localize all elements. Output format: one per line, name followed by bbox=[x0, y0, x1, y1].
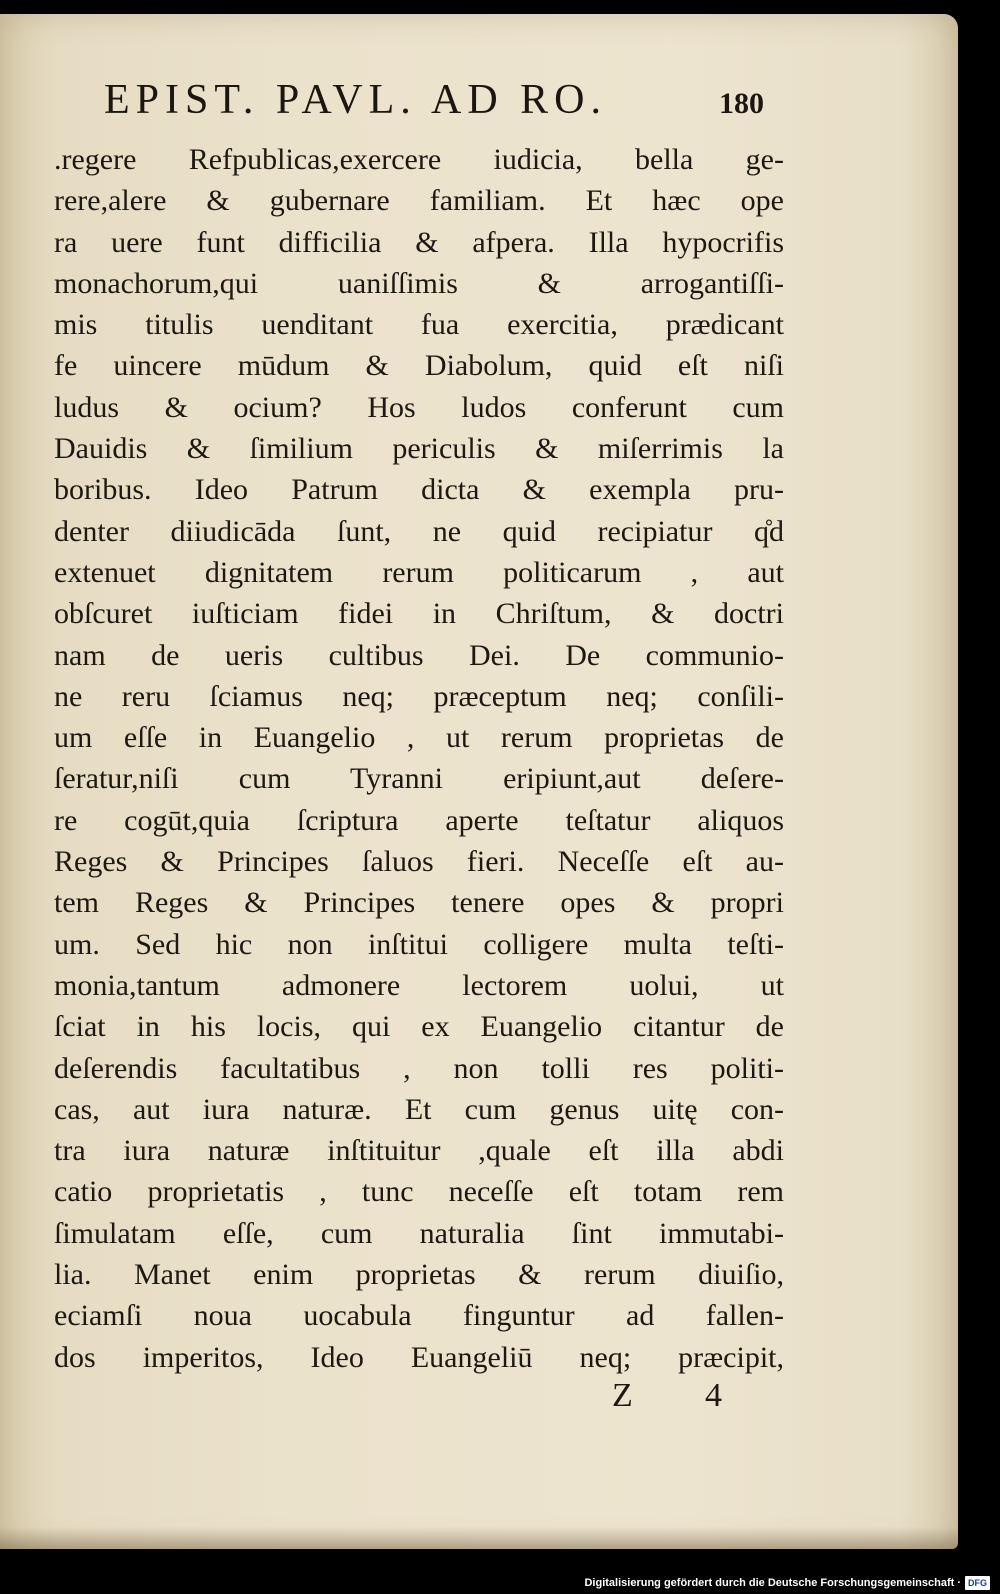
text-line: denter diiudicāda ſunt, ne quid recipiatur q̊d bbox=[54, 514, 784, 548]
text-line: monachorum,qui uaniſſimis & arrogantiſſi- bbox=[54, 266, 784, 300]
text-line: Dauidis & ſimilium periculis & miſerrimis la bbox=[54, 432, 784, 466]
text-line: Reges & Principes ſaluos fieri. Neceſſe eſt au- bbox=[54, 845, 784, 879]
text-line: obſcuret iuſticiam fidei in Chriſtum, & doctri bbox=[54, 597, 784, 631]
text-line: ne reru ſciamus neq; præceptum neq; conſili- bbox=[54, 679, 784, 713]
text-line: tra iura naturæ inſtituitur ,quale eſt illa abdi bbox=[54, 1134, 784, 1168]
signature-letter: Z bbox=[612, 1377, 633, 1414]
text-line: .regere Refpublicas,exercere iudicia, bella ge- bbox=[54, 143, 784, 176]
body-text bbox=[54, 139, 784, 1378]
text-line: catio proprietatis , tunc neceſſe eſt totam rem bbox=[54, 1175, 784, 1209]
text-line: mis titulis uenditant fua exercitia, prædicant bbox=[54, 308, 784, 342]
text-line: tem Reges & Principes tenere opes & propri bbox=[54, 886, 784, 920]
digitization-credit bbox=[584, 1574, 990, 1592]
credit-text: Digitalisierung gefördert durch die Deutsche Forschungsgemeinschaft · bbox=[584, 1577, 961, 1589]
text-line: lia. Manet enim proprietas & rerum diuiſio, bbox=[54, 1258, 784, 1292]
text-line: ſimulatam eſſe, cum naturalia ſint immutabi- bbox=[54, 1216, 784, 1250]
text-line: um. Sed hic non inſtitui colligere multa teſti- bbox=[54, 927, 784, 961]
folio-number: 180 bbox=[719, 87, 764, 120]
text-line: extenuet dignitatem rerum politicarum , aut bbox=[54, 555, 784, 589]
text-line: boribus. Ideo Patrum dicta & exempla pru- bbox=[54, 473, 784, 507]
text-line: monia,tantum admonere lectorem uolui, ut bbox=[54, 968, 784, 1002]
text-line: ſciat in his locis, qui ex Euangelio citantur de bbox=[54, 1010, 784, 1044]
signature-number: 4 bbox=[705, 1377, 722, 1414]
text-line: re cogūt,quia ſcriptura aperte teſtatur aliquos bbox=[54, 803, 784, 837]
running-head bbox=[104, 76, 764, 136]
running-title: EPIST. PAVL. AD RO. bbox=[104, 77, 607, 123]
text-line: rere,alere & gubernare familiam. Et hæc ope bbox=[54, 184, 784, 218]
text-line: cas, aut iura naturæ. Et cum genus uitę con- bbox=[54, 1092, 784, 1126]
text-line: ludus & ocium? Hos ludos conferunt cum bbox=[54, 390, 784, 424]
dfg-logo: DFG bbox=[965, 1576, 990, 1590]
text-line: um eſſe in Euangelio , ut rerum proprietas de bbox=[54, 721, 784, 755]
text-line: nam de ueris cultibus Dei. De communio- bbox=[54, 638, 784, 672]
text-line: eciamſi noua uocabula finguntur ad fallen- bbox=[54, 1299, 784, 1333]
text-line: deſerendis facultatibus , non tolli res politi- bbox=[54, 1051, 784, 1085]
text-line: dos imperitos, Ideo Euangeliū neq; præcipit, bbox=[54, 1340, 784, 1374]
text-line: fe uincere mūdum & Diabolum, quid eſt niſi bbox=[54, 349, 784, 383]
signature-mark bbox=[612, 1374, 722, 1418]
book-page bbox=[0, 14, 958, 1549]
text-line: ra uere funt difficilia & afpera. Illa hypocrifis bbox=[54, 225, 784, 259]
text-line: ſeratur,niſi cum Tyranni eripiunt,aut deſere- bbox=[54, 762, 784, 796]
